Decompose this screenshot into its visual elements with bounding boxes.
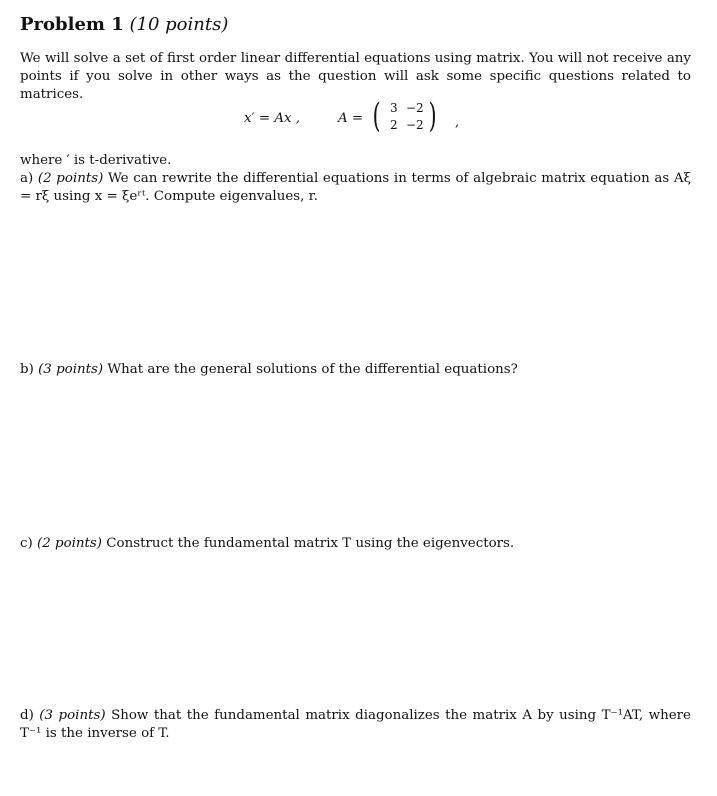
equation-line <box>0 96 717 141</box>
matrix-cell-r2c2: −2 <box>406 118 424 132</box>
problem-heading: Problem 1 <box>20 14 124 35</box>
part-d-text: Show that the fundamental matrix diagonalizes the matrix A by using T⁻¹AT, where T⁻¹ is the inverse of T. <box>20 708 691 741</box>
matrix-label: A = <box>338 111 364 126</box>
intro-paragraph: We will solve a set of first order linear differential equations using matrix. You will not receive any points if you solve in other ways as the question will ask some specific questions related to matrices. <box>20 51 691 102</box>
matrix-cell-r1c2: −2 <box>406 101 424 115</box>
matrix-left-paren: ( <box>372 96 381 136</box>
part-d-label: d) <box>20 708 34 723</box>
part-b-points: (3 points) <box>38 362 104 377</box>
problem-points: (10 points) <box>129 14 229 35</box>
part-c <box>20 535 691 553</box>
part-b <box>20 361 691 379</box>
matrix-right-paren: ) <box>428 96 437 136</box>
part-d <box>20 707 691 743</box>
part-c-points: (2 points) <box>37 536 103 551</box>
differential-equation: x′ = Ax , <box>244 111 301 126</box>
matrix-cell-r1c1: 3 <box>390 101 398 115</box>
part-b-label: b) <box>20 362 34 377</box>
part-d-points: (3 points) <box>39 708 106 723</box>
matrix-cell-r2c1: 2 <box>390 118 398 132</box>
equation-trailing-comma: , <box>455 115 460 130</box>
part-a-points: (2 points) <box>37 171 104 186</box>
part-a-text: We can rewrite the differential equations in terms of algebraic matrix equation as Aξ = rξ using x = ξeʳᵗ. Compute eigenvalues, r. <box>20 171 691 204</box>
part-a-label: a) <box>20 171 34 186</box>
part-a <box>20 170 691 206</box>
problem-title <box>20 14 228 35</box>
part-c-label: c) <box>20 536 33 551</box>
part-b-text: What are the general solutions of the differential equations? <box>107 362 518 377</box>
where-line: where ′ is t-derivative. <box>20 153 172 168</box>
part-c-text: Construct the fundamental matrix T using the eigenvectors. <box>106 536 515 551</box>
